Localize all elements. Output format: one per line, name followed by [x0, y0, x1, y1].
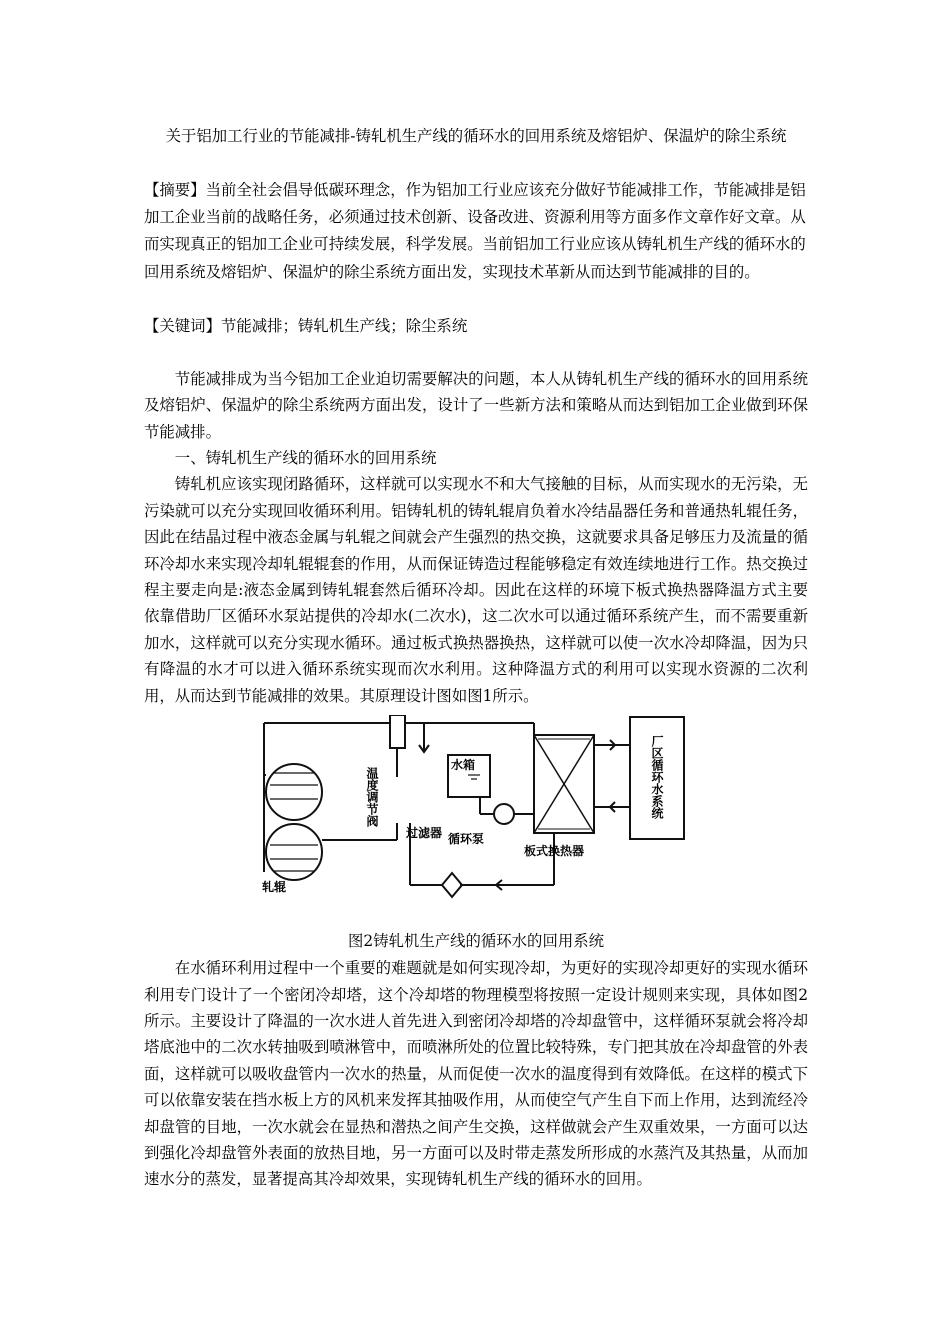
document-body [144, 123, 808, 1193]
pump-label: 循环泵 [448, 832, 485, 847]
filter-shape [442, 873, 462, 897]
intro-paragraph: 节能减排成为当今铝加工企业迫切需要解决的问题，本人从铸轧机生产线的循环水的回用系统及熔铝炉、保温炉的除尘系统两方面出发，设计了一些新方法和策略从而达到铝加工企业做到环保节能减排。 [144, 369, 808, 441]
section-heading: 一、铸轧机生产线的循环水的回用系统 [174, 449, 437, 468]
temperature-valve-shape [390, 715, 405, 748]
section-paragraph-1: 铸轧机应该实现闭路循环，这样就可以实现水不和大气接触的目标，从而实现水的无污染，无污染就可以充分实现回收循环利用。铝铸轧机的铸轧辊肩负着水冷结晶器任务和普通热轧辊任务，因此在结晶过程中液态金属与轧辊之间就会产生强烈的热交换，这就要求具备足够压力及流量的循环冷却水来实现冷却轧辊辊套的作用，从而保证铸造过程能够稳定有效连续地进行工作。热交换过程主要走向是:液态金属到铸轧辊套然后循环冷却。因此在这样的环境下板式换热器降温方式主要依靠借助厂区循环水泵站提供的冷却水(二次水)，这二次水可以通过循环系统产生，而不需要重新加水，这样就可以充分实现水循环。通过板式换热器换热，这样就可以使一次水冷却降温，因为只有降温的水才可以进入循环系统实现而次水利用。这种降温方式的利用可以实现水资源的二次利用，从而达到节能减排的效果。其原理设计图如图1所示。 [144, 475, 808, 705]
section-paragraph-2: 在水循环利用过程中一个重要的难题就是如何实现冷却，为更好的实现冷却更好的实现水循环利用专门设计了一个密闭冷却塔，这个冷却塔的物理模型将按照一定设计规则来实现，具体如图2所示。主要设计了降温的一次水进人首先进入到密闭冷却塔的冷却盘管中，这样循环泵就会将冷却塔底池中的二次水转抽吸到喷淋管中，而喷淋所处的位置比较特殊，专门把其放在冷却盘管的外表面，这样就可以吸收盘管内一次水的热量，从而促使一次水的温度得到有效降低。在这样的模式下可以依靠安装在挡水板上方的风机来发挥其抽吸作用，从而使空气产生自下而上作用，达到流经冷却盘管的目地，一次水就会在显热和潜热之间产生交换，这样做就会产生双重效果，一方面可以达到强化冷却盘管外表面的放热目地，另一方面可以及时带走蒸发所形成的水蒸汽及其热量，从而加速水分的蒸发，显著提高其冷却效果，实现铸轧机生产线的循环水的回用。 [144, 959, 808, 1189]
filter-label: 过滤器 [406, 826, 443, 841]
plant-system-label: 厂区循环水系统 [650, 735, 664, 820]
document-title: 关于铝加工行业的节能减排-铸轧机生产线的循环水的回用系统及熔铝炉、保温炉的除尘系统 [165, 127, 787, 145]
tank-label: 水箱 [451, 758, 476, 773]
valve-label: 温度调节阀 [365, 767, 379, 828]
circulation-pump-shape [494, 804, 514, 824]
abstract: 【摘要】当前全社会倡导低碳环理念，作为铝加工行业应该充分做好节能减排工作，节能减排是铝加工企业当前的战略任务，必须通过技术创新、设备改进、资源利用等方面多作文章作好文章。从而实现真正的铝加工企业可持续发展，科学发展。当前铝加工行业应该从铸轧机生产线的循环水的回用系统及熔铝炉、保温炉的除尘系统方面出发，实现技术革新从而达到节能减排的目的。 [144, 181, 806, 281]
keywords: 【关键词】节能减排；铸轧机生产线；除尘系统 [144, 316, 468, 335]
figure-caption: 图2铸轧机生产线的循环水的回用系统 [347, 932, 605, 951]
exchanger-label: 板式换热器 [524, 844, 585, 859]
roll-label: 轧辊 [262, 880, 287, 895]
figure-diagram [144, 715, 808, 925]
circulation-diagram [252, 715, 702, 920]
